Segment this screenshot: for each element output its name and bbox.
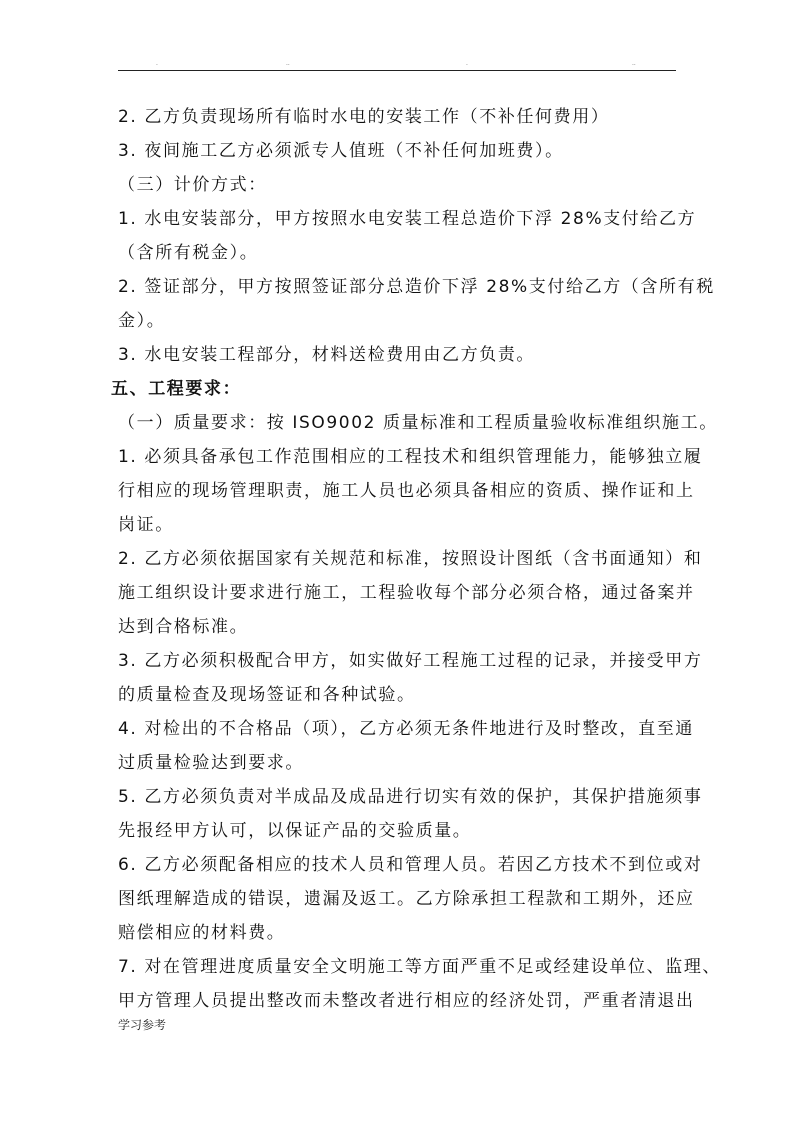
header-mark: .. <box>286 60 290 67</box>
text-line: 行相应的现场管理职责，施工人员也必须具备相应的资质、操作证和上 <box>118 481 695 501</box>
text-line: 过质量检验达到要求。 <box>118 753 304 773</box>
text-line: 1. 水电安装部分，甲方按照水电安装工程总造价下浮 28%支付给乙方 <box>118 209 697 229</box>
text-line: 岗证。 <box>118 515 174 535</box>
text-line: 1. 必须具备承包工作范围相应的工程技术和组织管理能力，能够独立履 <box>118 447 703 467</box>
text-line: 3. 乙方必须积极配合甲方，如实做好工程施工过程的记录，并接受甲方 <box>118 651 703 671</box>
text-line: 3. 水电安装工程部分，材料送检费用由乙方负责。 <box>118 345 536 365</box>
page-footer: 学习参考 <box>118 1018 167 1032</box>
text-line: 施工组织设计要求进行施工，工程验收每个部分必须合格，通过备案并 <box>118 583 695 603</box>
section-heading: 五、工程要求： <box>111 379 242 399</box>
document-body <box>111 100 722 1018</box>
text-line: 6. 乙方必须配备相应的技术人员和管理人员。若因乙方技术不到位或对 <box>118 855 703 875</box>
text-line: （含所有税金）。 <box>118 243 259 263</box>
text-line: 2. 乙方必须依据国家有关规范和标准，按照设计图纸（含书面通知）和 <box>118 549 703 569</box>
text-line: 甲方管理人员提出整改而未整改者进行相应的经济处罚，严重者清退出 <box>118 991 695 1011</box>
section-subheading: （一）质量要求：按 ISO9002 质量标准和工程质量验收标准组织施工。 <box>118 413 718 433</box>
text-line: 金）。 <box>118 311 166 331</box>
text-line: 2. 签证部分，甲方按照签证部分总造价下浮 28%支付给乙方（含所有税 <box>118 277 715 297</box>
header-rule <box>118 70 676 71</box>
header-mark: . <box>156 60 158 67</box>
header-mark: .. <box>632 60 636 67</box>
header-mark: . <box>466 60 468 67</box>
section-subheading: （三）计价方式： <box>118 175 267 195</box>
text-line: 达到合格标准。 <box>118 617 249 637</box>
text-line: 赔偿相应的材料费。 <box>118 923 286 943</box>
text-line: 的质量检查及现场签证和各种试验。 <box>118 685 416 705</box>
text-line: 5. 乙方必须负责对半成品及成品进行切实有效的保护，其保护措施须事 <box>118 787 703 807</box>
header-marks <box>118 60 676 68</box>
text-line: 4. 对检出的不合格品（项），乙方必须无条件地进行及时整改，直至通 <box>118 719 694 739</box>
text-line: 图纸理解造成的错误，遗漏及返工。乙方除承担工程款和工期外，还应 <box>118 889 695 909</box>
text-line: 先报经甲方认可，以保证产品的交验质量。 <box>118 821 472 841</box>
text-line: 2. 乙方负责现场所有临时水电的安装工作（不补任何费用） <box>118 107 610 127</box>
text-line: 7. 对在管理进度质量安全文明施工等方面严重不足或经建设单位、监理、 <box>118 957 722 977</box>
text-line: 3. 夜间施工乙方必须派专人值班（不补任何加班费）。 <box>118 141 564 161</box>
